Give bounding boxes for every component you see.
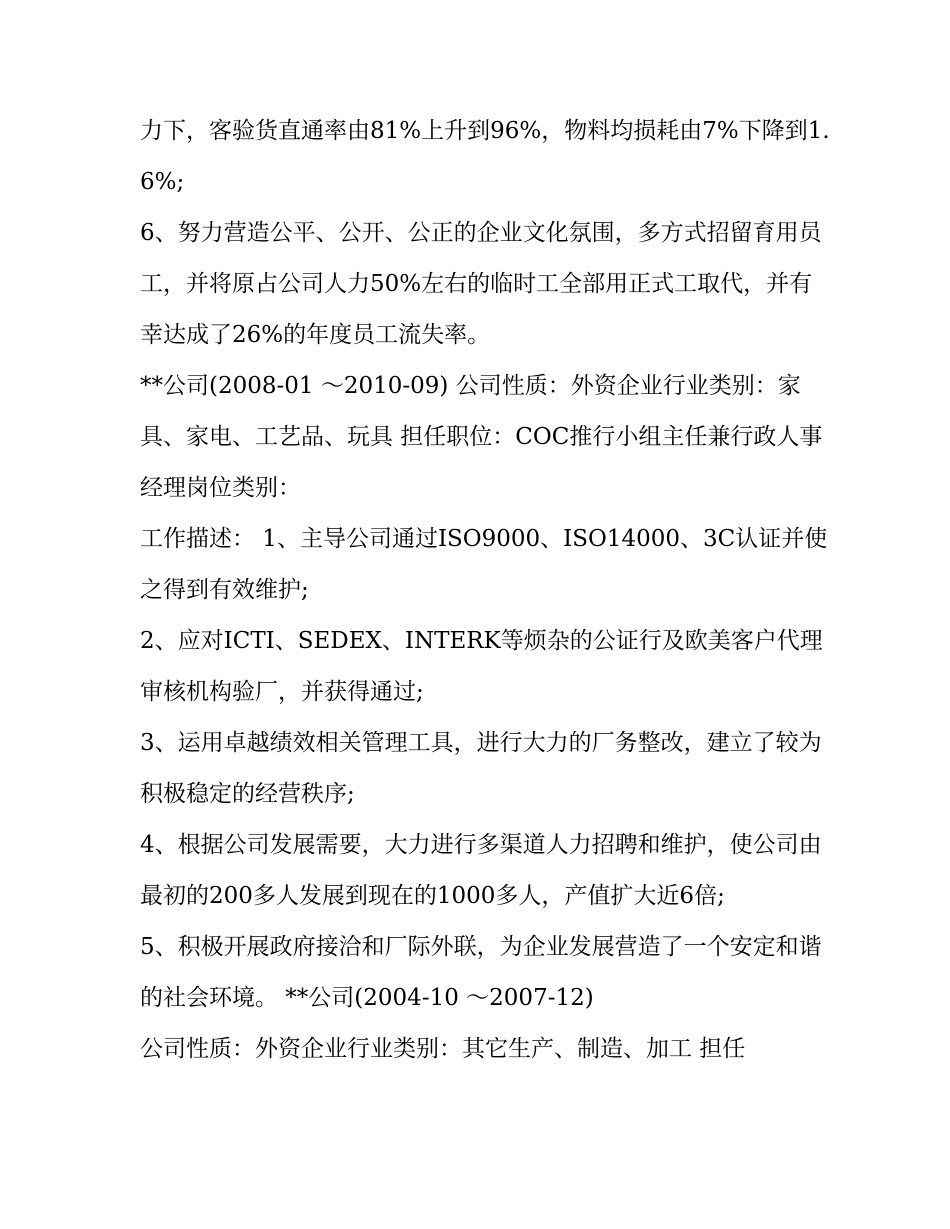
paragraph-item-4: 4、根据公司发展需要，大力进行多渠道人力招聘和维护，使公司由最初的200多人发展到现在的1000多人，产值扩大近6倍;	[140, 832, 822, 909]
paragraph-company-nature: 公司性质：外资企业行业类别：其它生产、制造、加工 担任	[140, 1036, 746, 1062]
paragraph-company-2008: **公司(2008-01 ～2010-09) 公司性质：外资企业行业类别：家具、家电、工艺品、玩具 担任职位：COC推行小组主任兼行政人事经理岗位类别：	[140, 373, 823, 501]
paragraph-item-3: 3、运用卓越绩效相关管理工具，进行大力的厂务整改，建立了较为积极稳定的经营秩序;	[140, 730, 822, 807]
paragraph-job-description: 工作描述： 1、主导公司通过ISO9000、ISO14000、3C认证并使之得到有效维护;	[140, 526, 828, 603]
paragraph-quality-results: 力下，客验货直通率由81%上升到96%，物料均损耗由7%下降到1.6%;	[140, 118, 830, 195]
document-body	[140, 106, 830, 1075]
paragraph-item-5: 5、积极开展政府接洽和厂际外联，为企业发展营造了一个安定和谐的社会环境。 **公司(2004-10 ～2007-12)	[140, 934, 822, 1011]
paragraph-item-2: 2、应对ICTI、SEDEX、INTERK等烦杂的公证行及欧美客户代理审核机构验厂，并获得通过;	[140, 628, 823, 705]
paragraph-item-6: 6、努力营造公平、公开、公正的企业文化氛围，多方式招留育用员工，并将原占公司人力50%左右的临时工全部用正式工取代，并有幸达成了26%的年度员工流失率。	[140, 220, 822, 348]
